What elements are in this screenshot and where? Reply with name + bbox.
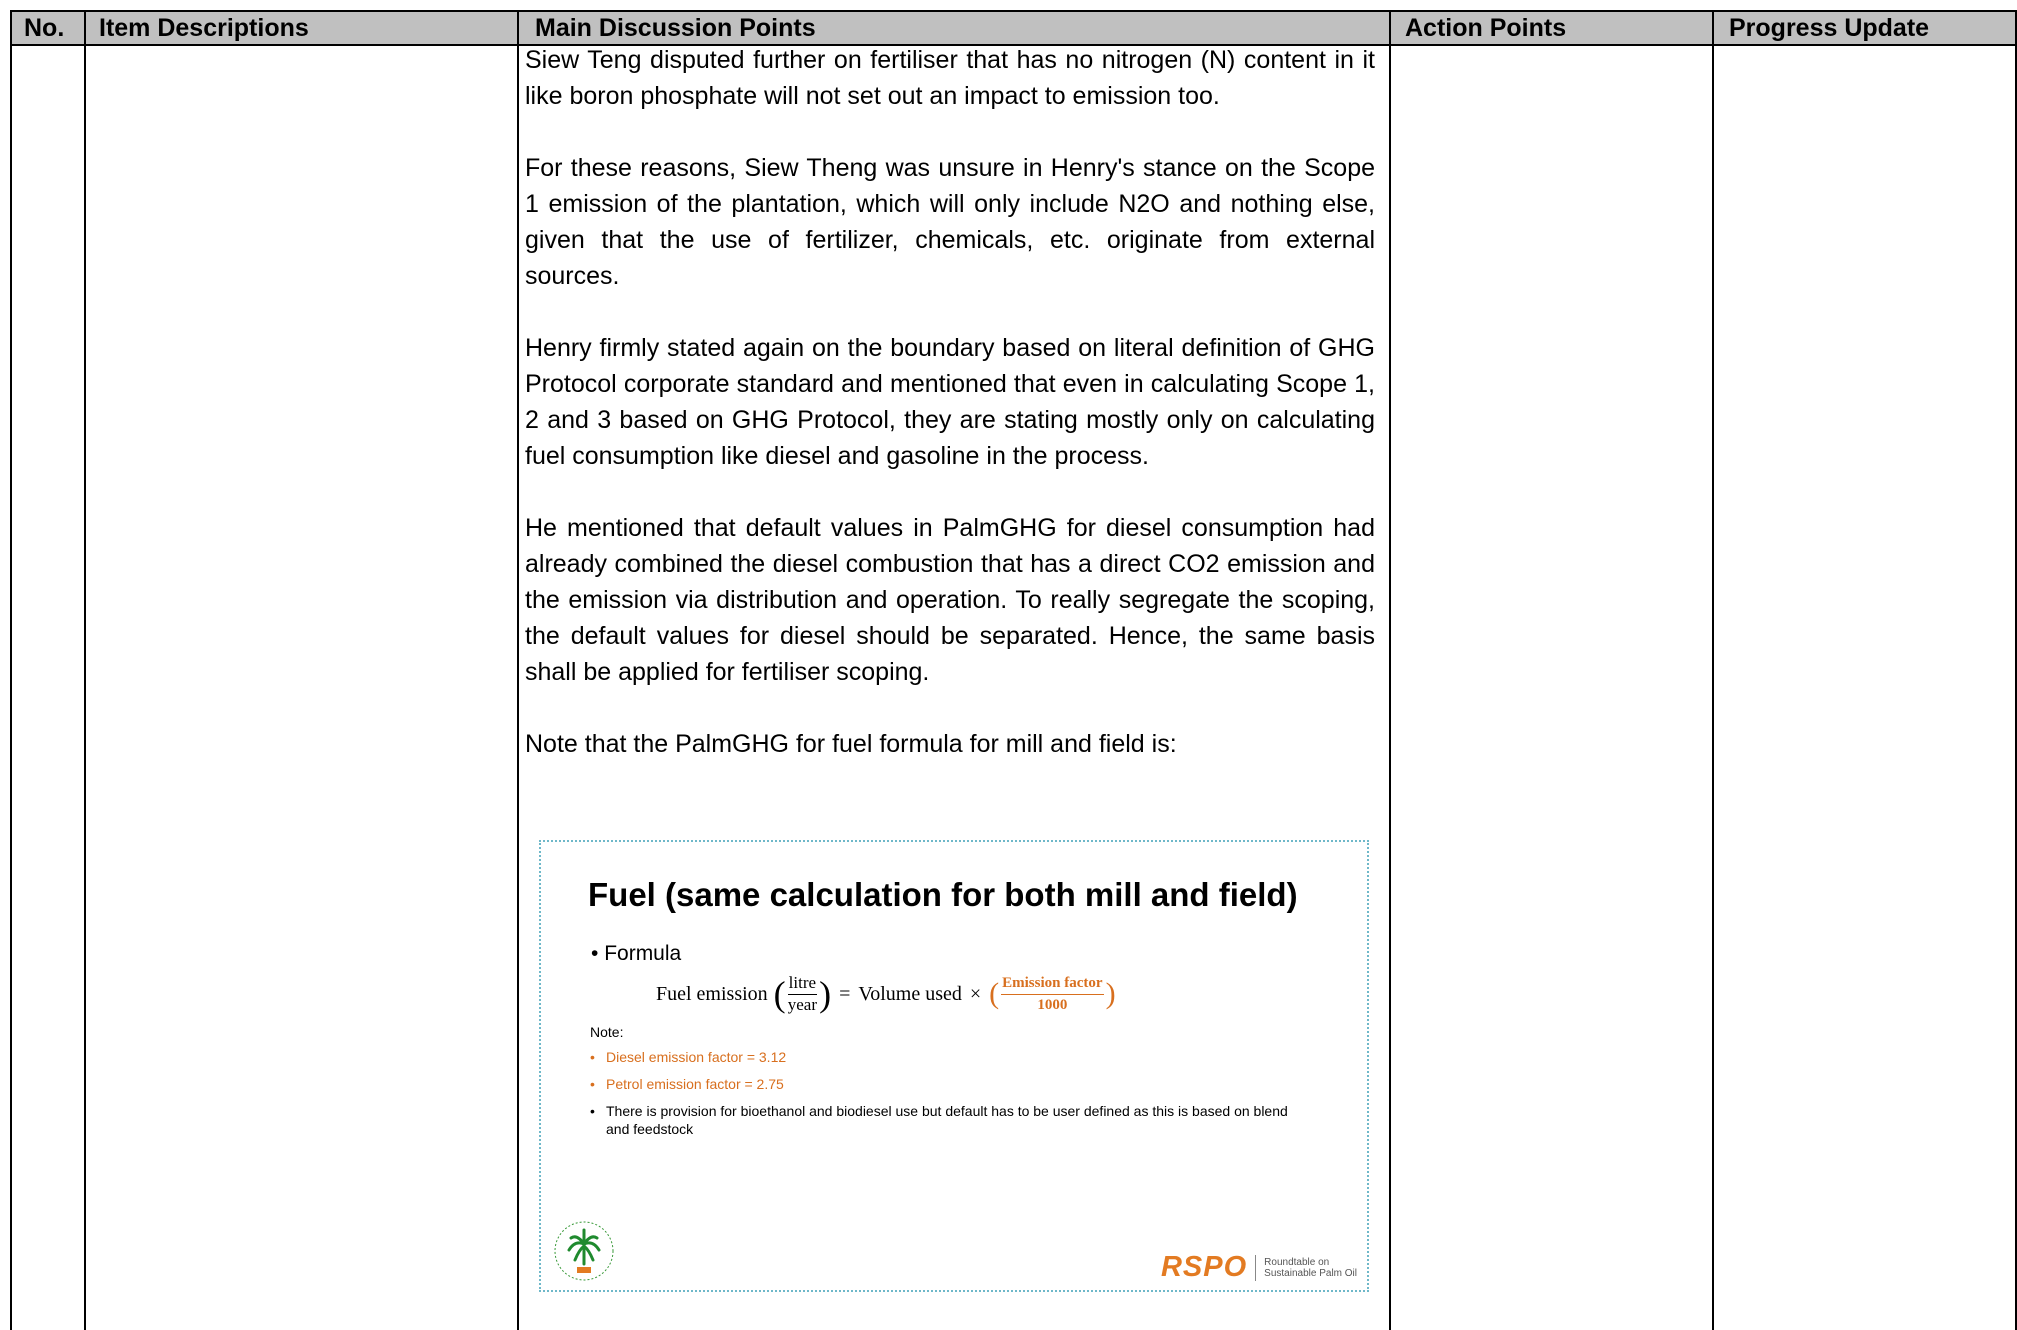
formula-factor-fraction	[1001, 974, 1103, 1014]
discussion-paragraph: He mentioned that default values in PalmGHG for diesel consumption had already combined the diesel combustion that has a direct CO2 emission and the emission via distribution and operation. To really segregate the scoping, the default values for diesel should be separated. Hence, the same basis shall be applied for fertiliser scoping.	[525, 514, 1375, 686]
column-border	[517, 10, 519, 1330]
note-item: • There is provision for bioethanol and biodiesel use but default has to be user defined as this is based on blend and feedstock	[590, 1102, 1310, 1138]
discussion-paragraph: Note that the PalmGHG for fuel formula for mill and field is:	[525, 730, 1177, 758]
formula-unit-fraction	[788, 974, 817, 1014]
formula-unit-denominator: year	[787, 995, 817, 1014]
column-border	[84, 10, 86, 1330]
header-progress-update: Progress Update	[1729, 14, 1930, 42]
formula-factor-denominator: 1000	[1037, 997, 1068, 1013]
formula-paren: (	[989, 977, 1000, 1010]
formula-paren: )	[1105, 977, 1116, 1010]
discussion-paragraph: For these reasons, Siew Theng was unsure in Henry's stance on the Scope 1 emission of the plantation, which will only include N2O and nothing else, given that the use of fertilizer, chemicals, etc. originate from external sources.	[525, 154, 1375, 290]
column-border	[1389, 10, 1391, 1330]
rspo-logo	[1161, 1251, 1357, 1284]
rspo-divider	[1255, 1255, 1256, 1281]
formula-times: ×	[969, 982, 982, 1005]
header-action-points: Action Points	[1405, 14, 1567, 42]
header-main-discussion-points: Main Discussion Points	[535, 14, 816, 42]
column-border	[1712, 10, 1714, 1330]
embedded-slide-image	[539, 840, 1369, 1292]
formula-rhs: Volume used	[858, 982, 962, 1005]
slide-bullet: • Formula	[591, 942, 682, 965]
rspo-tagline	[1264, 1257, 1357, 1279]
formula-unit-numerator: litre	[788, 974, 817, 995]
formula-factor-numerator: Emission factor	[1001, 974, 1103, 995]
formula-lhs: Fuel emission	[656, 982, 768, 1005]
header-no: No.	[24, 14, 65, 42]
table-header-row	[10, 10, 2017, 46]
discussion-paragraph: Henry firmly stated again on the boundary based on literal definition of GHG Protocol corporate standard and mentioned that even in calculating Scope 1, 2 and 3 based on GHG Protocol, they are stating mostly only on calculating fuel consumption like diesel and gasoline in the process.	[525, 334, 1375, 470]
note-item: • Petrol emission factor = 2.75	[590, 1075, 1310, 1093]
formula-paren: )	[819, 974, 832, 1014]
rspo-tagline-line: Sustainable Palm Oil	[1264, 1267, 1357, 1279]
discussion-paragraph: Siew Teng disputed further on fertiliser that has no nitrogen (N) content in it like boron phosphate will not set out an impact to emission too.	[525, 46, 1375, 110]
note-item: • Diesel emission factor = 3.12	[590, 1048, 1310, 1066]
header-item-descriptions: Item Descriptions	[99, 14, 309, 42]
note-list	[590, 1048, 1310, 1147]
formula-paren: (	[773, 974, 786, 1014]
slide-title: Fuel (same calculation for both mill and field)	[588, 876, 1298, 913]
slide-bullet-label: Formula	[604, 942, 682, 965]
column-border	[10, 10, 12, 1330]
certified-sustainable-palm-oil-logo-icon	[553, 1220, 615, 1282]
rspo-wordmark: RSPO	[1160, 1251, 1248, 1283]
rspo-tagline-line: Roundtable on	[1264, 1256, 1330, 1268]
fuel-formula	[656, 974, 1116, 1014]
note-label: Note:	[590, 1024, 624, 1040]
formula-equals: =	[839, 982, 851, 1005]
discussion-text	[525, 42, 1375, 768]
